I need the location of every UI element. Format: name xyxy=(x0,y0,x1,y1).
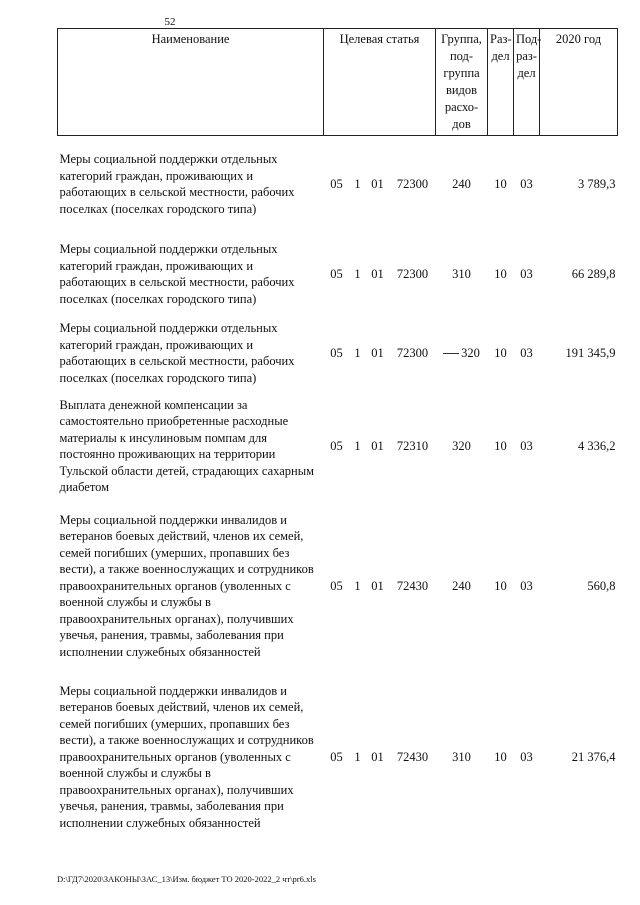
podrazdel-code: 03 xyxy=(520,438,533,453)
code-subprogram: 1 xyxy=(354,749,361,764)
group-code: 310 xyxy=(452,749,471,764)
table-row xyxy=(58,232,618,316)
row-name: Меры социальной поддержки отдельных категорий граждан, проживающих и работающих в сельской местности, рабочих поселках (поселках городского типа) xyxy=(59,321,295,385)
code-program: 05 xyxy=(330,578,343,593)
header-name: Наименование xyxy=(58,29,324,136)
header-group: Группа, под-группа видов расхо-дов xyxy=(436,29,488,136)
group-value: 320 xyxy=(461,345,480,360)
header-podrazdel: Под-раз-дел xyxy=(514,29,540,136)
group-code xyxy=(436,316,488,390)
razdel-code: 10 xyxy=(494,266,507,281)
razdel-code: 10 xyxy=(494,438,507,453)
amount: 560,8 xyxy=(587,578,616,593)
code-direction: 72300 xyxy=(396,176,429,191)
code-program: 05 xyxy=(330,749,343,764)
code-subprogram: 1 xyxy=(354,345,361,360)
amount: 21 376,4 xyxy=(571,749,616,764)
table-row xyxy=(58,670,618,844)
group-code: 310 xyxy=(452,266,471,281)
amount: 4 336,2 xyxy=(578,438,616,453)
podrazdel-code: 03 xyxy=(520,266,533,281)
code-program: 05 xyxy=(330,438,343,453)
budget-table xyxy=(57,28,618,844)
code-event: 01 xyxy=(371,749,384,764)
table-row xyxy=(58,502,618,670)
code-event: 01 xyxy=(371,345,384,360)
table-row xyxy=(58,136,618,233)
table-row xyxy=(58,390,618,502)
code-event: 01 xyxy=(371,438,384,453)
code-subprogram: 1 xyxy=(354,266,361,281)
dash-mark xyxy=(443,353,459,354)
code-direction: 72430 xyxy=(396,578,429,593)
podrazdel-code: 03 xyxy=(520,176,533,191)
table-header-row xyxy=(58,29,618,136)
podrazdel-code: 03 xyxy=(520,578,533,593)
group-code: 240 xyxy=(452,578,471,593)
code-subprogram: 1 xyxy=(354,438,361,453)
code-subprogram: 1 xyxy=(354,176,361,191)
amount: 3 789,3 xyxy=(578,176,616,191)
group-code: 320 xyxy=(452,438,471,453)
code-direction: 72430 xyxy=(396,749,429,764)
page-number: 52 xyxy=(164,16,176,28)
code-event: 01 xyxy=(371,578,384,593)
file-path-footer: D:\ГД7\2020\ЗАКОНЫ\ЗАС_13\Изм. бюджет ТО 2020-2022_2 чт\pr6.xls xyxy=(57,874,316,884)
razdel-code: 10 xyxy=(494,578,507,593)
code-event: 01 xyxy=(371,176,384,191)
header-razdel: Раз-дел xyxy=(488,29,514,136)
row-name: Меры социальной поддержки отдельных категорий граждан, проживающих и работающих в сельской местности, рабочих поселках (поселках городского типа) xyxy=(59,242,295,306)
amount: 66 289,8 xyxy=(571,266,616,281)
code-direction: 72300 xyxy=(396,345,429,360)
row-name: Выплата денежной компенсации за самостоятельно приобретенные расходные материалы к инсулиновым помпам для постоянно проживающих на территории Тульской области детей, страдающих сахарным диабетом xyxy=(59,397,314,494)
row-name: Меры социальной поддержки инвалидов и ветеранов боевых действий, членов их семей, семей погибших (умерших, пропавших без вести), а также военнослужащих и сотрудников правоохранительных органов (уволенных с военной службы и службы в правоохранительных органах), получивших увечья, ранения, травмы, заболевания при исполнении служебных обязанностей xyxy=(59,512,314,659)
razdel-code: 10 xyxy=(494,749,507,764)
razdel-code: 10 xyxy=(494,176,507,191)
podrazdel-code: 03 xyxy=(520,345,533,360)
header-year: 2020 год xyxy=(540,29,618,136)
row-name: Меры социальной поддержки отдельных категорий граждан, проживающих и работающих в сельской местности, рабочих поселках (поселках городского типа) xyxy=(59,152,295,216)
table-row xyxy=(58,316,618,390)
amount: 191 345,9 xyxy=(565,345,616,360)
code-program: 05 xyxy=(330,176,343,191)
code-event: 01 xyxy=(371,266,384,281)
row-name: Меры социальной поддержки инвалидов и ветеранов боевых действий, членов их семей, семей погибших (умерших, пропавших без вести), а также военнослужащих и сотрудников правоохранительных органов (уволенных с военной службы и службы в правоохранительных органах), получивших увечья, ранения, травмы, заболевания при исполнении служебных обязанностей xyxy=(59,683,314,830)
code-program: 05 xyxy=(330,345,343,360)
header-target: Целевая статья xyxy=(324,29,436,136)
code-direction: 72300 xyxy=(396,266,429,281)
code-program: 05 xyxy=(330,266,343,281)
code-subprogram: 1 xyxy=(354,578,361,593)
group-code: 240 xyxy=(452,176,471,191)
code-direction: 72310 xyxy=(396,438,429,453)
podrazdel-code: 03 xyxy=(520,749,533,764)
razdel-code: 10 xyxy=(494,345,507,360)
